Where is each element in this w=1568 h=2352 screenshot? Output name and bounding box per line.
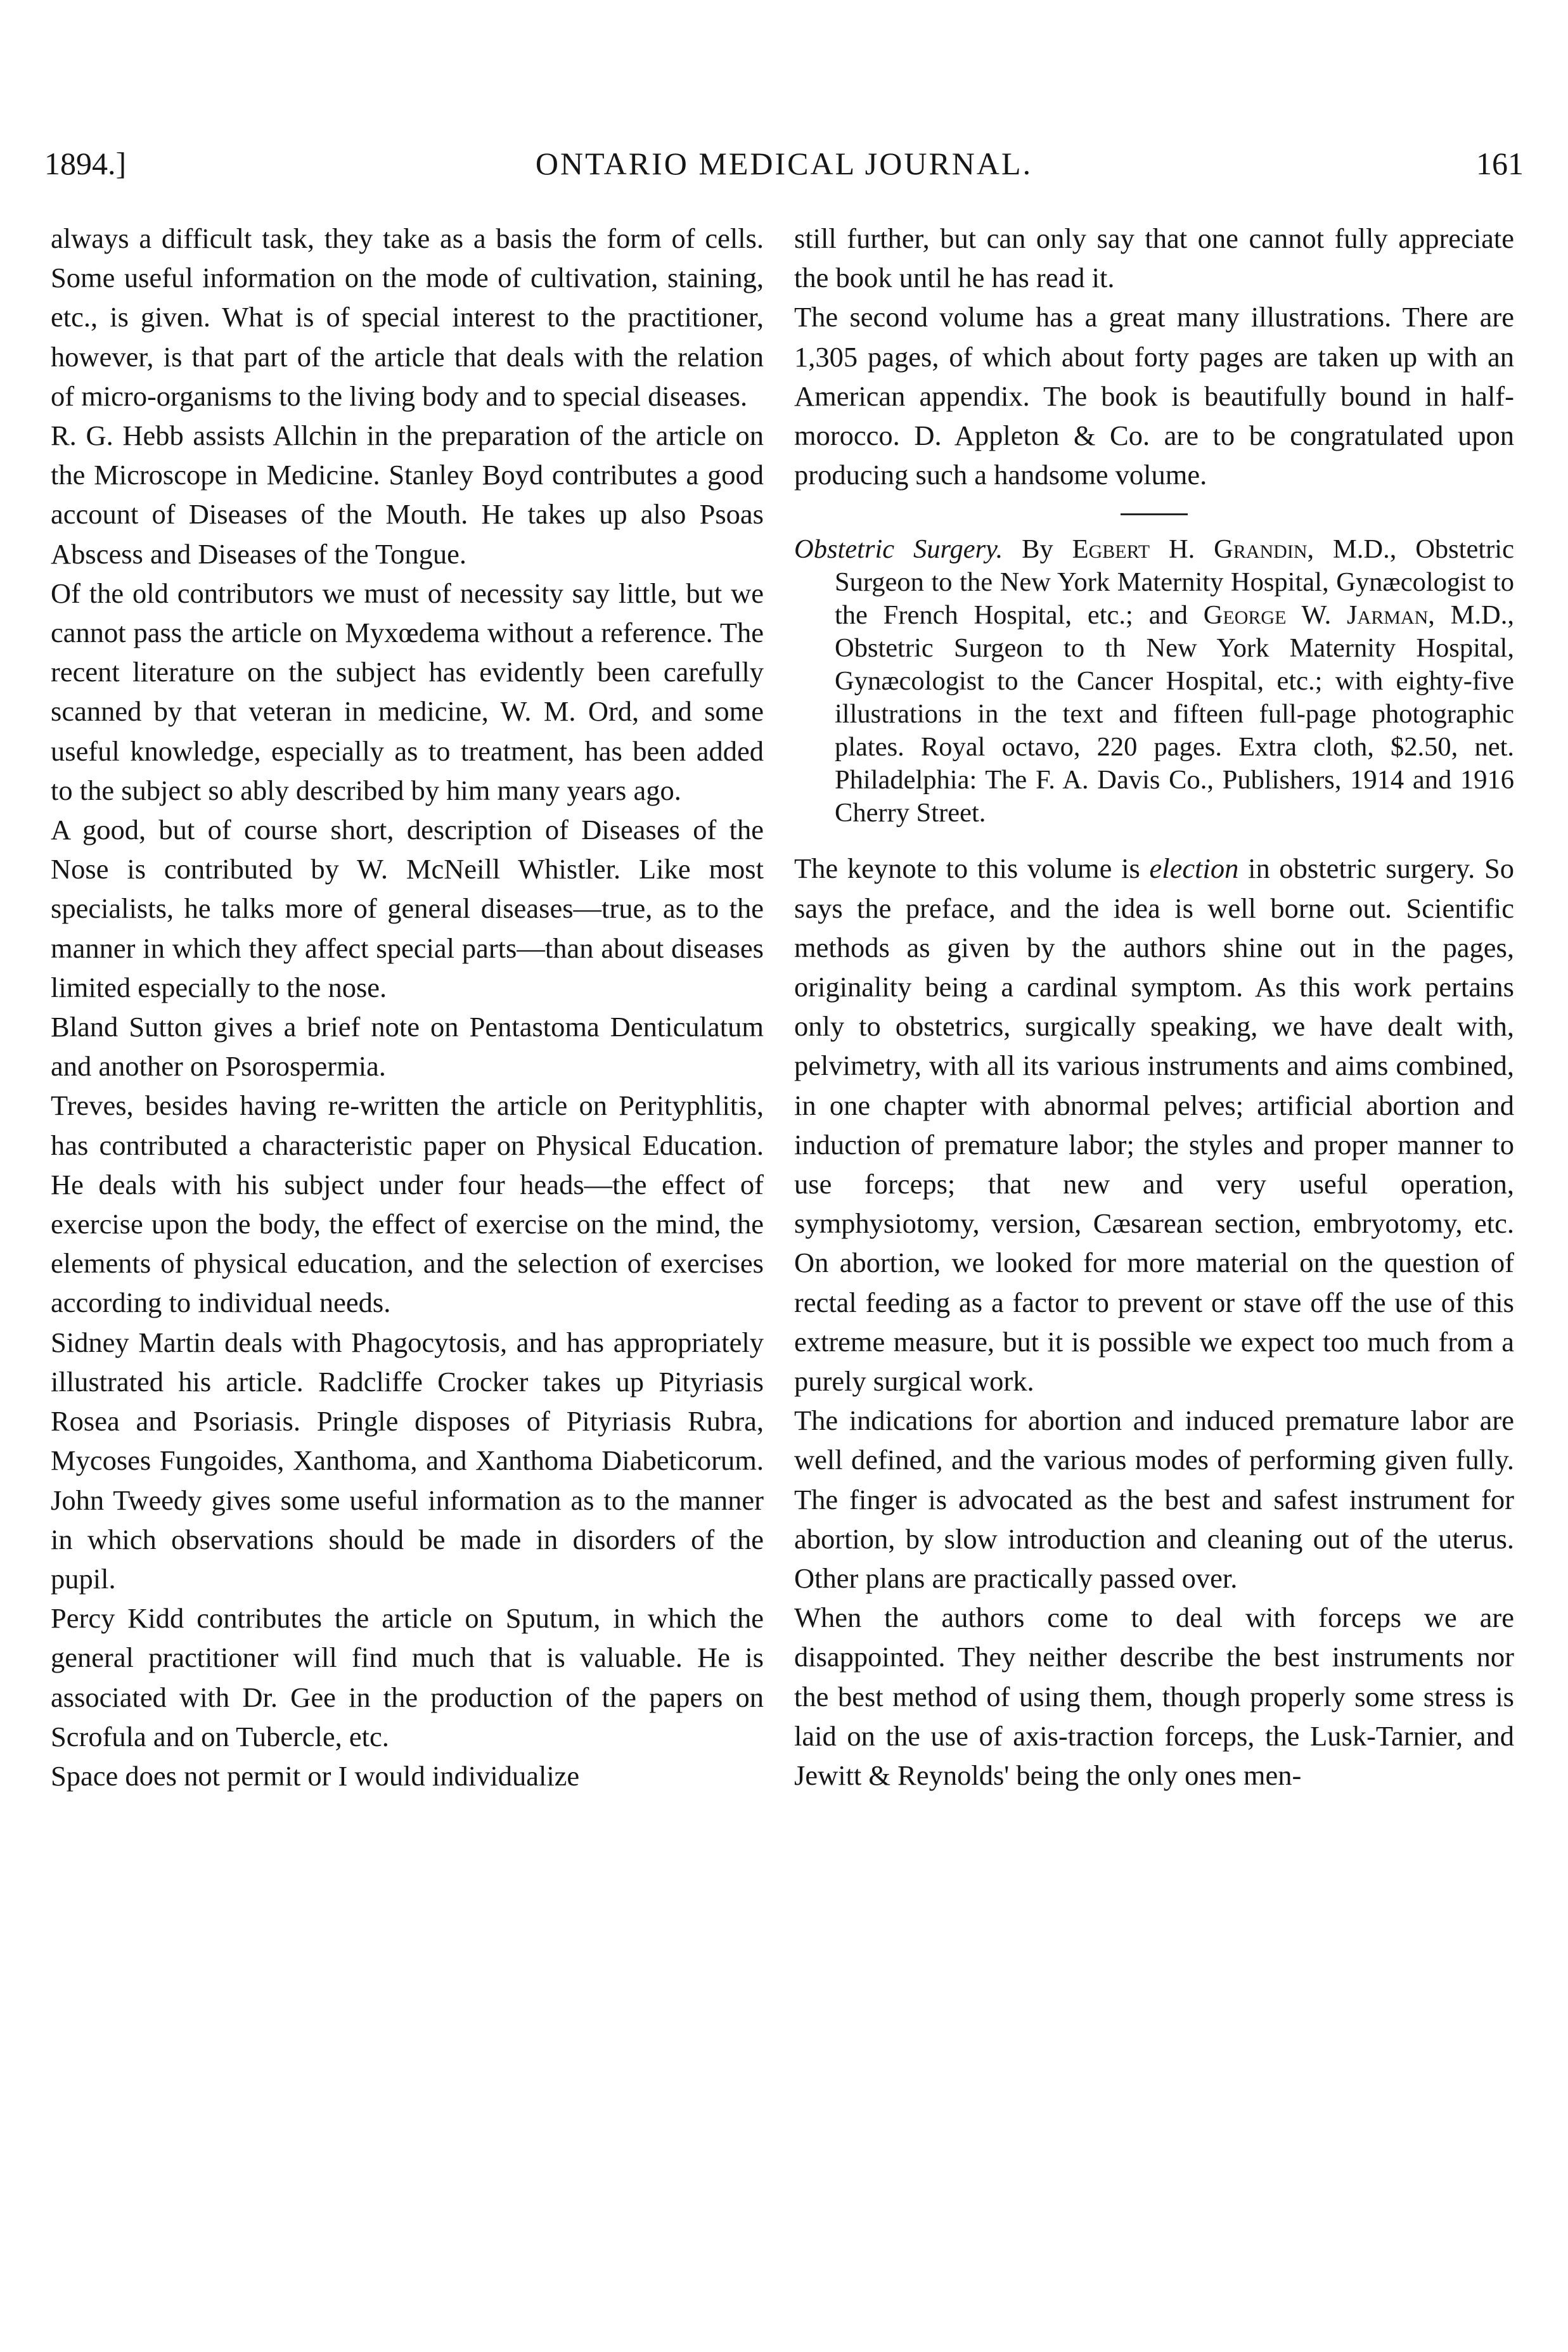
left-column xyxy=(51,219,764,1796)
paragraph: When the authors come to deal with forceps we are disappointed. They neither describe the best instruments nor the best method of using them, though properly some stress is laid on the use of axis-traction forceps, the Lusk-Tarnier, and Jewitt & Reynolds' being the only ones men- xyxy=(794,1602,1514,1792)
paragraph: A good, but of course short, description of Diseases of the Nose is contributed by W. McNeill Whistler. Like most specialists, he talks more of general diseases—true, as to the manner in which they affect special parts—than about diseases limited especially to the nose. xyxy=(51,814,764,1003)
paragraph: Percy Kidd contributes the article on Sputum, in which the general practitioner will find much that is valuable. He is associated with Dr. Gee in the production of the papers on Scrofula and on Tubercle, etc. xyxy=(51,1602,764,1752)
paragraph xyxy=(794,849,1514,1401)
author-name: Egbert H. Grandin xyxy=(1072,534,1308,565)
paragraph: The indications for abortion and induced premature labor are well defined, and the various modes of performing given fully. The finger is advocated as the best and safest instrument for abortion, by slow introduction and cleaning out of the uterus. Other plans are practically passed over. xyxy=(794,1404,1514,1595)
author-name: George W. Jarman xyxy=(1203,600,1429,631)
right-column xyxy=(794,219,1514,1795)
paragraph: Sidney Martin deals with Phagocytosis, and has appropriately illustrated his article. Radcliffe Crocker takes up Pityriasis Rosea and Psoriasis. Pringle disposes of Pityriasis Rubra, Mycoses Fungoides, Xanthoma, and Xanthoma Diabeticorum. John Tweedy gives some useful information as to the manner in which observations should be made in disorders of the pupil. xyxy=(51,1326,764,1595)
paragraph: R. G. Hebb assists Allchin in the preparation of the article on the Microscope in Medicine. Stanley Boyd contributes a good account of Diseases of the Mouth. He takes up also Psoas Abscess and Diseases of the Tongue. xyxy=(51,420,764,570)
book-title: Obstetric Surgery. xyxy=(794,534,1003,565)
paragraph: Of the old contributors we must of necessity say little, but we cannot pass the article on Myxœdema without a reference. The recent literature on the subject has evidently been carefully scanned by that veteran in medicine, W. M. Ord, and some useful knowledge, especially as to treatment, has been added to the subject so ably described by him many years ago. xyxy=(51,577,764,806)
author-credentials: , M.D., Obstetric Surgeon to the New York Maternity Hospital, Gynæcologist to the French Hospital, etc.; and xyxy=(835,534,1514,631)
section-divider xyxy=(1121,513,1188,515)
emphasis-text: election xyxy=(1149,852,1239,885)
text-run: in obstetric surgery. So says the preface, and the idea is well borne out. Scientific methods as given by the authors shine out in the pages, originality being a cardinal symptom. As this work pertains only to obstetrics, surgically speaking, we have dealt with, pelvimetry, with all its various instruments and aims combined, in one chapter with abnormal pelves; artificial abortion and induction of premature labor; the styles and proper manner to use forceps; that new and very useful operation, symphysiotomy, version, Cæsarean section, embryotomy, etc. On abortion, we looked for more material on the question of rectal feeding as a factor to prevent or stave off the use of this extreme measure, but it is possible we expect too much from a purely surgical work. xyxy=(794,852,1515,1398)
paragraph: The second volume has a great many illustrations. There are 1,305 pages, of which about forty pages are taken up with an American appendix. The book is beautifully bound in half-morocco. D. Appleton & Co. are to be congratulated upon producing such a handsome volume. xyxy=(794,301,1514,491)
header-year: 1894.] xyxy=(44,146,127,181)
running-head xyxy=(44,138,1524,189)
paragraph: Bland Sutton gives a brief note on Pentastoma Denticulatum and another on Psorospermia. xyxy=(51,1011,764,1083)
paragraph: Treves, besides having re-written the article on Perityphlitis, has contributed a characteristic paper on Physical Education. He deals with his subject under four heads—the effect of exercise upon the body, the effect of exercise on the mind, the elements of physical education, and the selection of exercises according to individual needs. xyxy=(51,1089,764,1319)
paragraph: still further, but can only say that one cannot fully appreciate the book until he has read it. xyxy=(794,222,1514,294)
book-citation xyxy=(794,533,1514,830)
citation-by: By xyxy=(1003,534,1072,565)
author-credentials: , M.D., Obstetric Surgeon to th New York Maternity Hospital, Gynæcologist to the Cancer Hospital, etc.; with eighty-five illustrations in the text and fifteen full-page photographic plates. Royal octavo, 220 pages. Extra cloth, $2.50, net. Philadelphia: The F. A. Davis Co., Publishers, 1914 and 1916 Cherry Street. xyxy=(835,600,1514,828)
paragraph: always a difficult task, they take as a basis the form of cells. Some useful information on the mode of cultivation, staining, etc., is given. What is of special interest to the practitioner, however, is that part of the article that deals with the relation of micro-organisms to the living body and to special diseases. xyxy=(51,222,764,412)
page-number: 161 xyxy=(1476,146,1524,181)
paragraph: Space does not permit or I would individualize xyxy=(51,1759,580,1792)
text-run: The keynote to this volume is xyxy=(794,852,1150,885)
journal-title: ONTARIO MEDICAL JOURNAL. xyxy=(535,146,1033,181)
